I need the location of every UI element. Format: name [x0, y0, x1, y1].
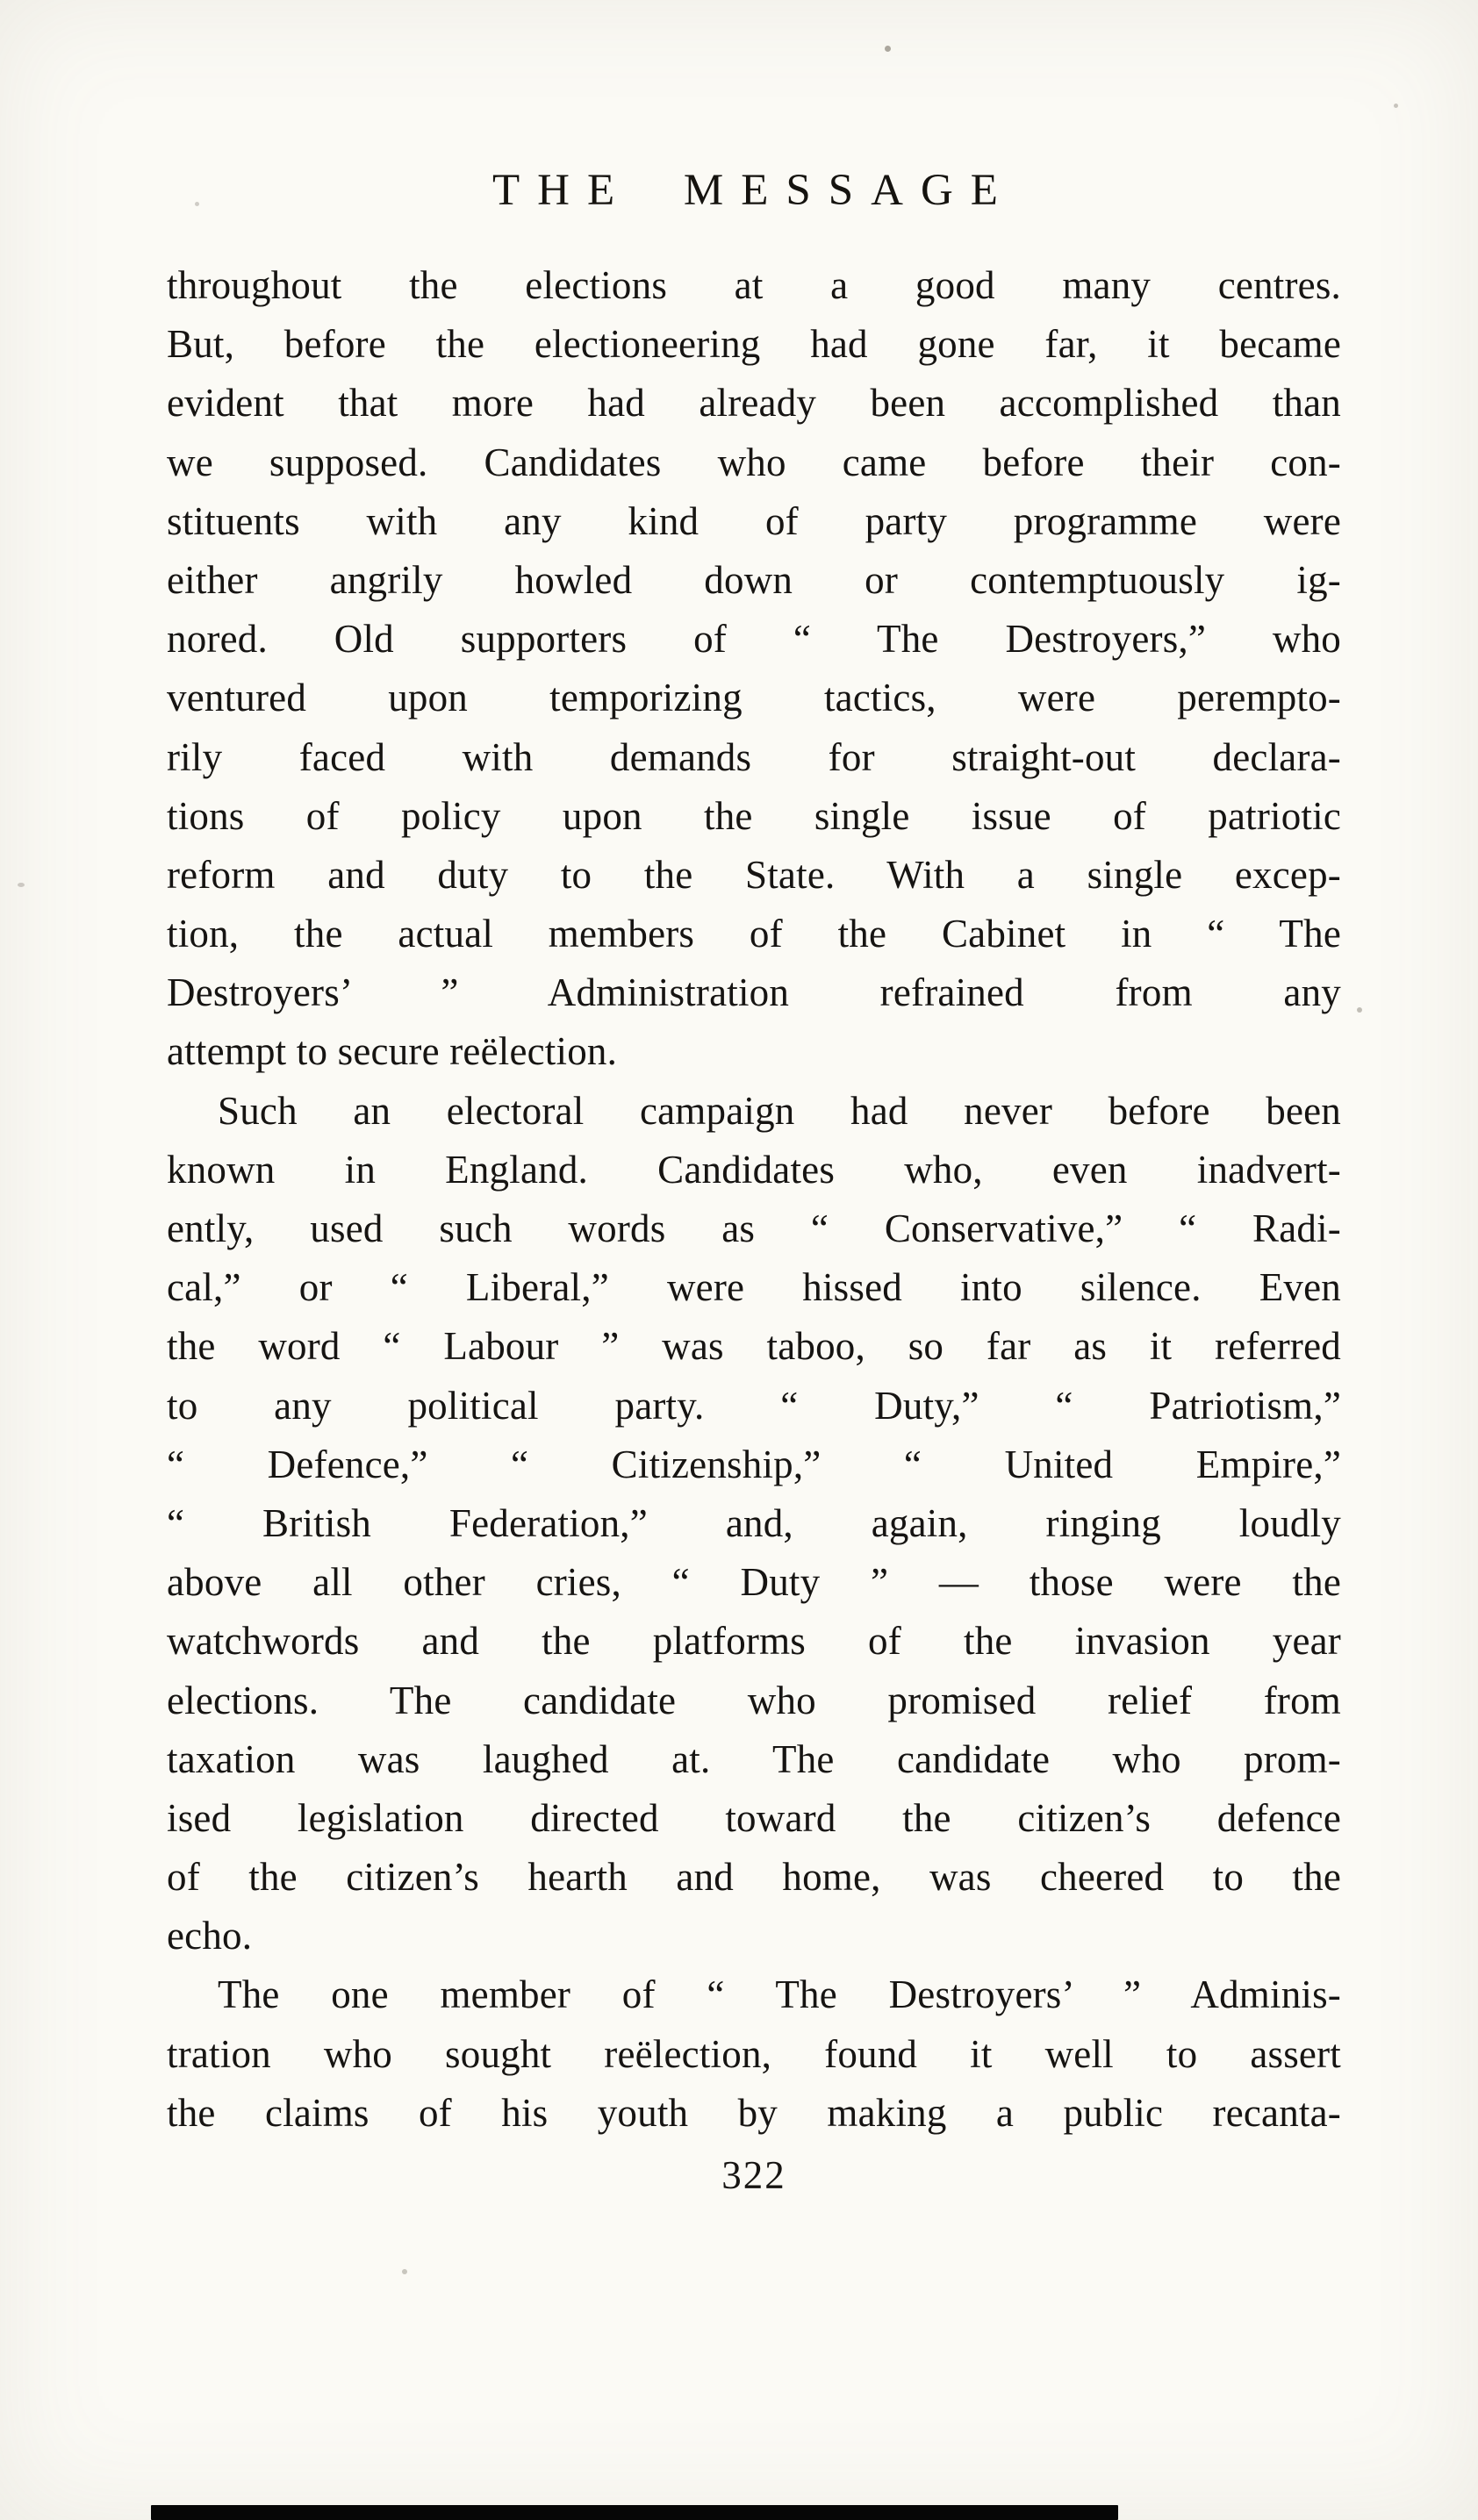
- page-title: THE MESSAGE: [492, 166, 1015, 215]
- text-line: tration who sought reëlection, found it well to assert: [167, 2031, 1341, 2076]
- text-line: ventured upon temporizing tactics, were perempto-: [167, 676, 1341, 720]
- text-line: cal,” or “ Liberal,” were hissed into silence. Even: [167, 1265, 1341, 1310]
- text-line: reform and duty to the State. With a single excep-: [167, 852, 1341, 897]
- text-line: tions of policy upon the single issue of patriotic: [167, 793, 1341, 838]
- text-line: Such an electoral campaign had never before been: [218, 1088, 1341, 1133]
- text-line: of the citizen’s hearth and home, was cheered to the: [167, 1855, 1341, 1900]
- scan-speckle: [18, 883, 25, 887]
- text-line: elections. The candidate who promised relief from: [167, 1678, 1341, 1722]
- text-line: rily faced with demands for straight-out declara-: [167, 734, 1341, 779]
- text-line: tion, the actual members of the Cabinet in “ The: [167, 912, 1341, 956]
- scan-speckle: [1394, 104, 1398, 108]
- text-line: we supposed. Candidates who came before their con-: [167, 440, 1341, 484]
- text-line: ently, used such words as “ Conservative,” “ Radi-: [167, 1206, 1341, 1250]
- text-line: the claims of his youth by making a public recanta-: [167, 2090, 1341, 2135]
- text-line: “ Defence,” “ Citizenship,” “ United Empire,”: [167, 1442, 1341, 1486]
- text-line: The one member of “ The Destroyers’ ” Adminis-: [218, 1972, 1341, 2017]
- text-line: watchwords and the platforms of the invasion year: [167, 1619, 1341, 1664]
- text-line: ised legislation directed toward the citizen’s defence: [167, 1795, 1341, 1840]
- text-line: evident that more had already been accomplished than: [167, 381, 1341, 426]
- text-line: taxation was laughed at. The candidate who prom-: [167, 1736, 1341, 1781]
- text-line: echo.: [167, 1914, 253, 1958]
- scan-speckle: [402, 2269, 407, 2274]
- scan-artifact-bar: [151, 2505, 1118, 2520]
- text-line: “ British Federation,” and, again, ringing loudly: [167, 1500, 1341, 1545]
- text-line: stituents with any kind of party programme were: [167, 498, 1341, 543]
- scan-speckle: [885, 46, 891, 52]
- text-line: Destroyers’ ” Administration refrained from any: [167, 970, 1341, 1015]
- text-line: known in England. Candidates who, even inadvert-: [167, 1147, 1341, 1192]
- text-line: nored. Old supporters of “ The Destroyers,” who: [167, 617, 1341, 662]
- body-text: [167, 256, 1341, 2143]
- text-line: to any political party. “ Duty,” “ Patriotism,”: [167, 1383, 1341, 1428]
- text-line: attempt to secure reëlection.: [167, 1029, 618, 1074]
- text-line: either angrily howled down or contemptuously ig-: [167, 557, 1341, 602]
- text-line: above all other cries, “ Duty ” — those were the: [167, 1560, 1341, 1605]
- text-block: [167, 165, 1341, 2205]
- text-line: But, before the electioneering had gone far, it became: [167, 322, 1341, 367]
- text-line: the word “ Labour ” was taboo, so far as it referred: [167, 1324, 1341, 1369]
- page-number: 322: [721, 2153, 786, 2197]
- text-line: throughout the elections at a good many centres.: [167, 263, 1341, 307]
- scan-speckle: [1357, 1007, 1362, 1013]
